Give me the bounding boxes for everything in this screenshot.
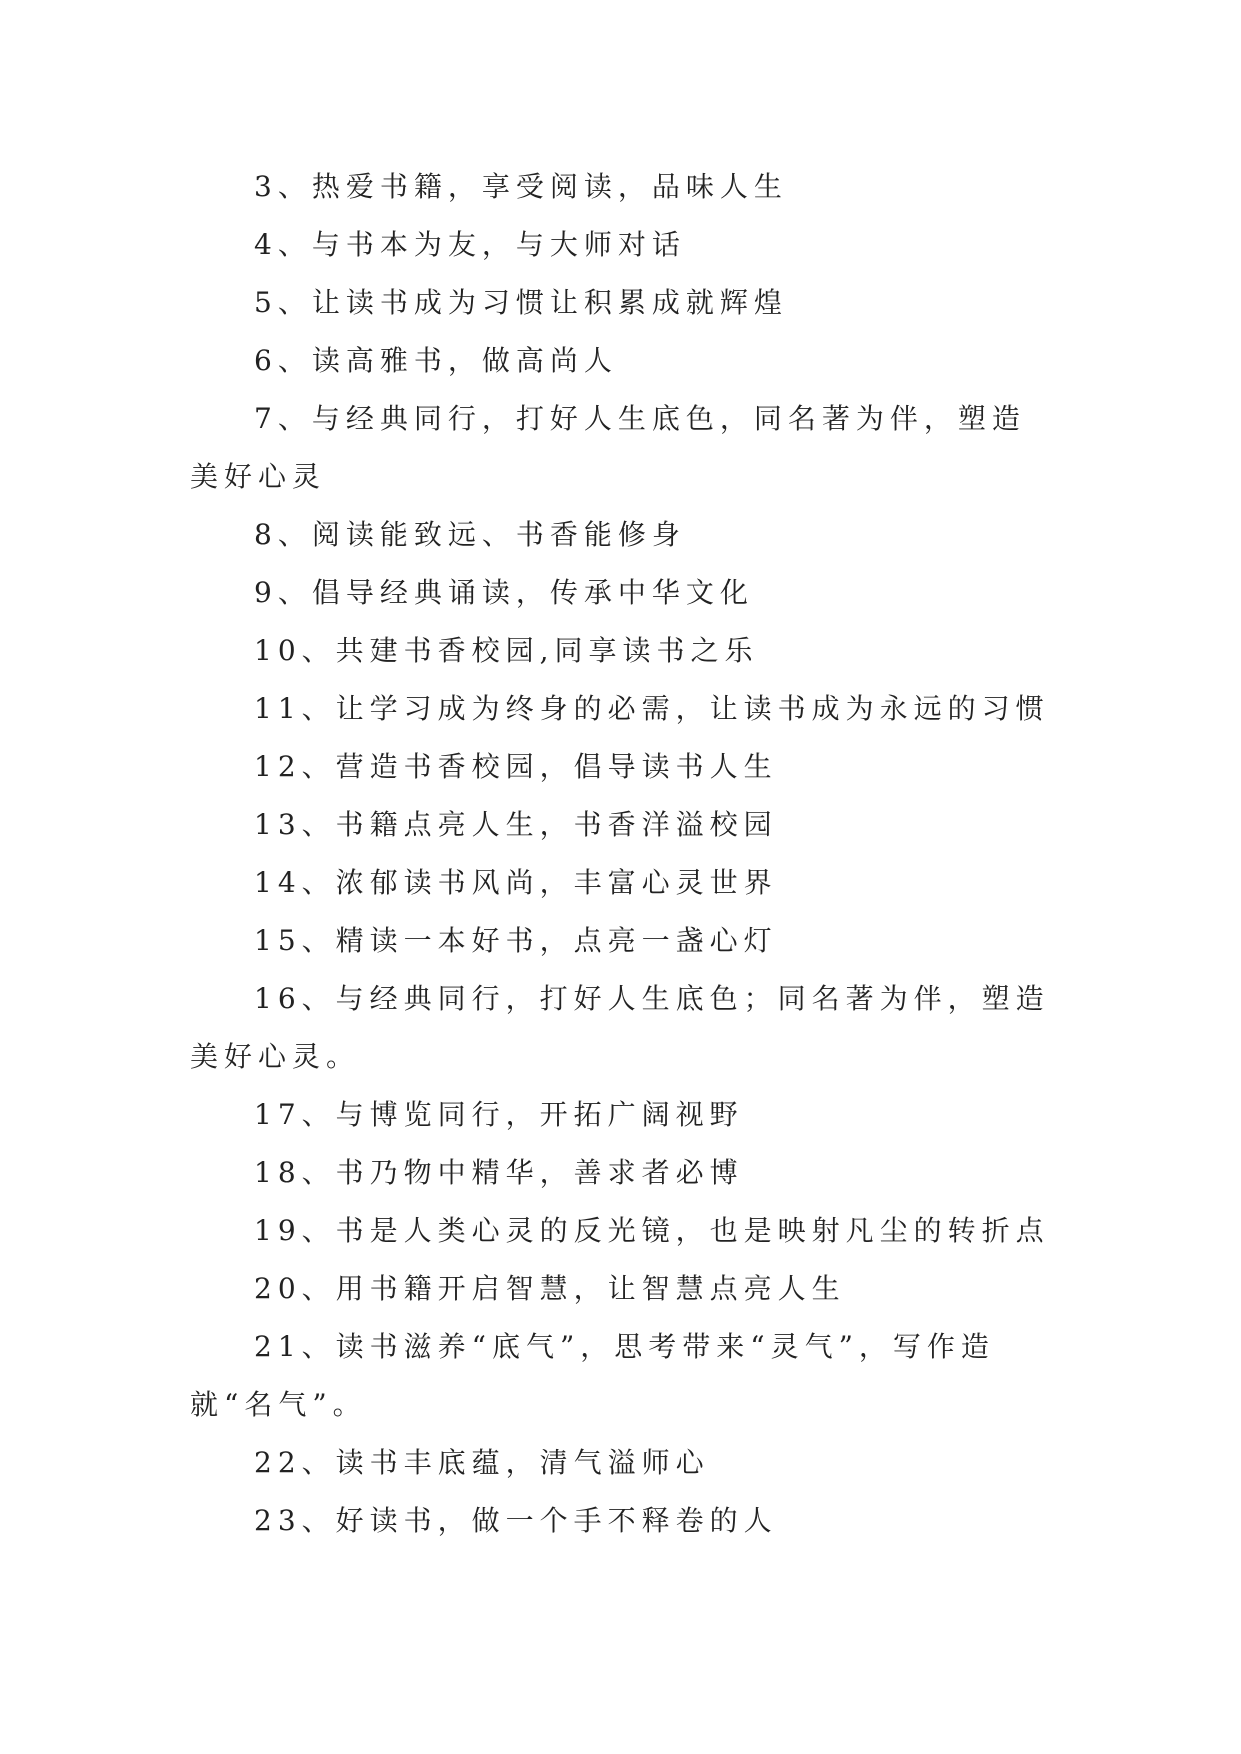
slogan-item-11: 11、让学习成为终身的必需，让读书成为永远的习惯 bbox=[254, 692, 1050, 725]
slogan-item-9: 9、倡导经典诵读，传承中华文化 bbox=[254, 576, 754, 609]
slogan-item-13: 13、书籍点亮人生，书香洋溢校园 bbox=[254, 808, 778, 841]
slogan-item-4: 4、与书本为友，与大师对话 bbox=[254, 228, 686, 261]
slogan-list bbox=[190, 158, 1050, 1550]
slogan-item-12: 12、营造书香校园，倡导读书人生 bbox=[254, 750, 778, 783]
slogan-item-10: 10、共建书香校园,同享读书之乐 bbox=[254, 634, 759, 667]
slogan-item-8: 8、阅读能致远、书香能修身 bbox=[254, 518, 686, 551]
slogan-item-5: 5、让读书成为习惯让积累成就辉煌 bbox=[254, 286, 788, 319]
slogan-item-16: 16、与经典同行，打好人生底色；同名著为伴，塑造美好心灵。 bbox=[190, 982, 1050, 1073]
slogan-item-6: 6、读高雅书，做高尚人 bbox=[254, 344, 618, 377]
slogan-item-17: 17、与博览同行，开拓广阔视野 bbox=[254, 1098, 744, 1131]
slogan-item-7: 7、与经典同行，打好人生底色，同名著为伴，塑造美好心灵 bbox=[190, 402, 1026, 493]
slogan-item-19: 19、书是人类心灵的反光镜，也是映射凡尘的转折点 bbox=[254, 1214, 1050, 1247]
slogan-item-14: 14、浓郁读书风尚，丰富心灵世界 bbox=[254, 866, 778, 899]
slogan-item-15: 15、精读一本好书，点亮一盏心灯 bbox=[254, 924, 778, 957]
slogan-item-18: 18、书乃物中精华，善求者必博 bbox=[254, 1156, 744, 1189]
slogan-item-20: 20、用书籍开启智慧，让智慧点亮人生 bbox=[254, 1272, 846, 1305]
slogan-item-3: 3、热爱书籍，享受阅读，品味人生 bbox=[254, 170, 788, 203]
slogan-item-23: 23、好读书，做一个手不释卷的人 bbox=[254, 1504, 778, 1537]
slogan-item-22: 22、读书丰底蕴，清气溢师心 bbox=[254, 1446, 710, 1479]
slogan-item-21: 21、读书滋养“底气”，思考带来“灵气”，写作造就“名气”。 bbox=[190, 1330, 995, 1421]
